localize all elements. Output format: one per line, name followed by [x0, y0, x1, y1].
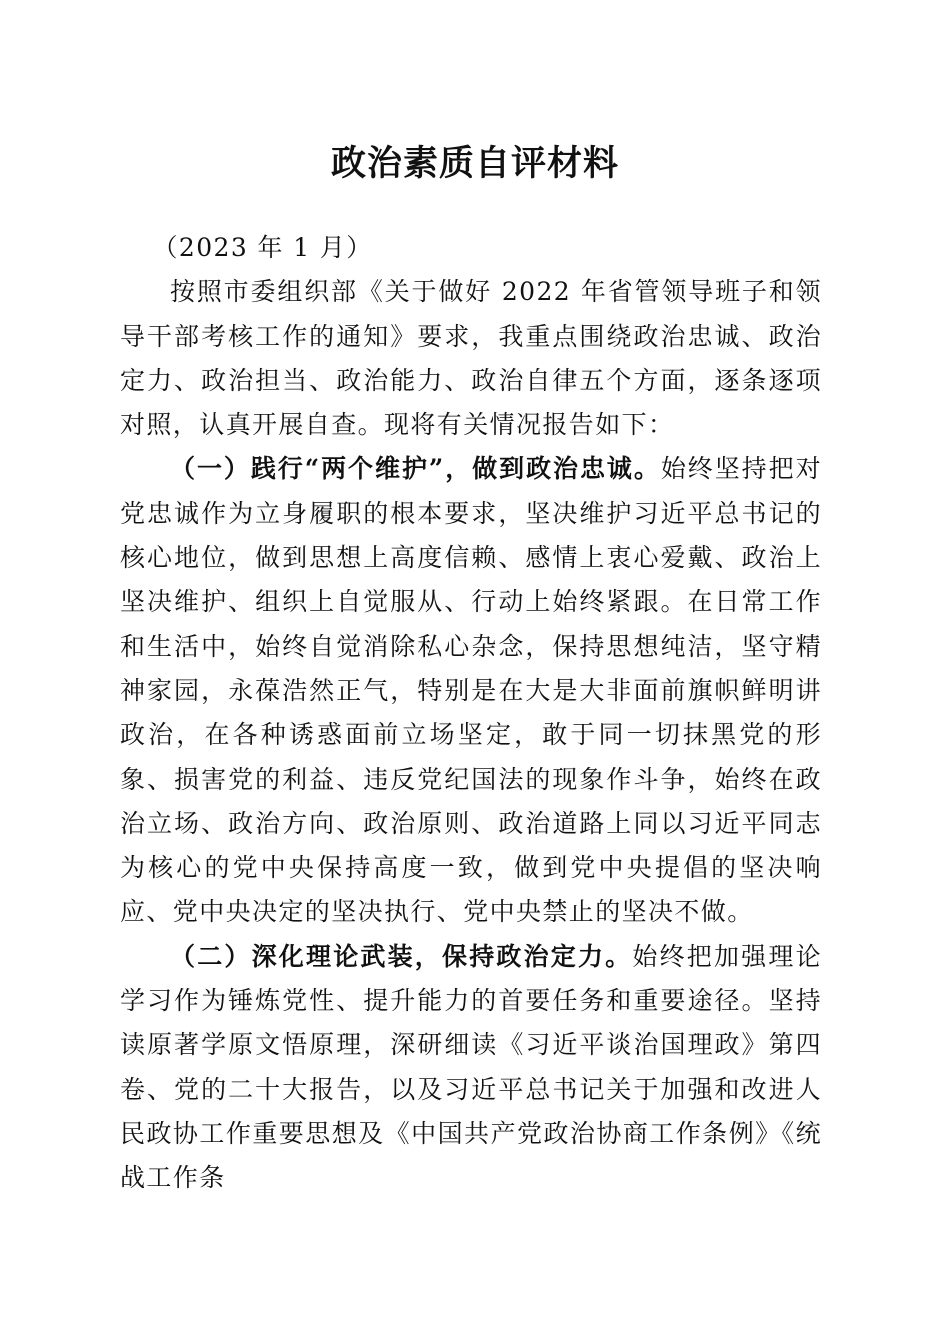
section-heading-1: （一）践行“两个维护”，做到政治忠诚。	[170, 454, 661, 484]
section-text-1: 始终坚持把对党忠诚作为立身履职的根本要求，坚决维护习近平总书记的核心地位，做到思想上高度信赖、感情上衷心爱戴、政治上坚决维护、组织上自觉服从、行动上始终紧跟。在日常工作和生活中，始终自觉消除私心杂念，保持思想纯洁，坚守精神家园，永葆浩然正气，特别是在大是大非面前旗帜鲜明讲政治，在各种诱惑面前立场坚定，敢于同一切抹黑党的形象、损害党的利益、违反党纪国法的现象作斗争，始终在政治立场、政治方向、政治原则、政治道路上同以习近平同志为核心的党中央保持高度一致，做到党中央提倡的坚决响应、党中央决定的坚决执行、党中央禁止的坚决不做。	[120, 454, 822, 927]
intro-paragraph: 按照市委组织部《关于做好 2022 年省管领导班子和领导干部考核工作的通知》要求，我重点围绕政治忠诚、政治定力、政治担当、政治能力、政治自律五个方面，逐条逐项对照，认真开展自查。现将有关情况报告如下：	[120, 277, 822, 440]
document-body	[120, 226, 822, 1201]
section-paragraph-1	[120, 447, 822, 934]
document-title: 政治素质自评材料	[330, 143, 619, 184]
document-date: （2023 年 1 月）	[152, 233, 373, 262]
section-heading-2: （二）深化理论武装，保持政治定力。	[170, 941, 633, 971]
section-text-2: 始终把加强理论学习作为锤炼党性、提升能力的首要任务和重要途径。坚持读原著学原文悟原理，深研细读《习近平谈治国理政》第四卷、党的二十大报告，以及习近平总书记关于加强和改进人民政协工作重要思想及《中国共产党政治协商工作条例》《统战工作条	[120, 941, 822, 1193]
section-paragraph-2	[120, 935, 822, 1201]
